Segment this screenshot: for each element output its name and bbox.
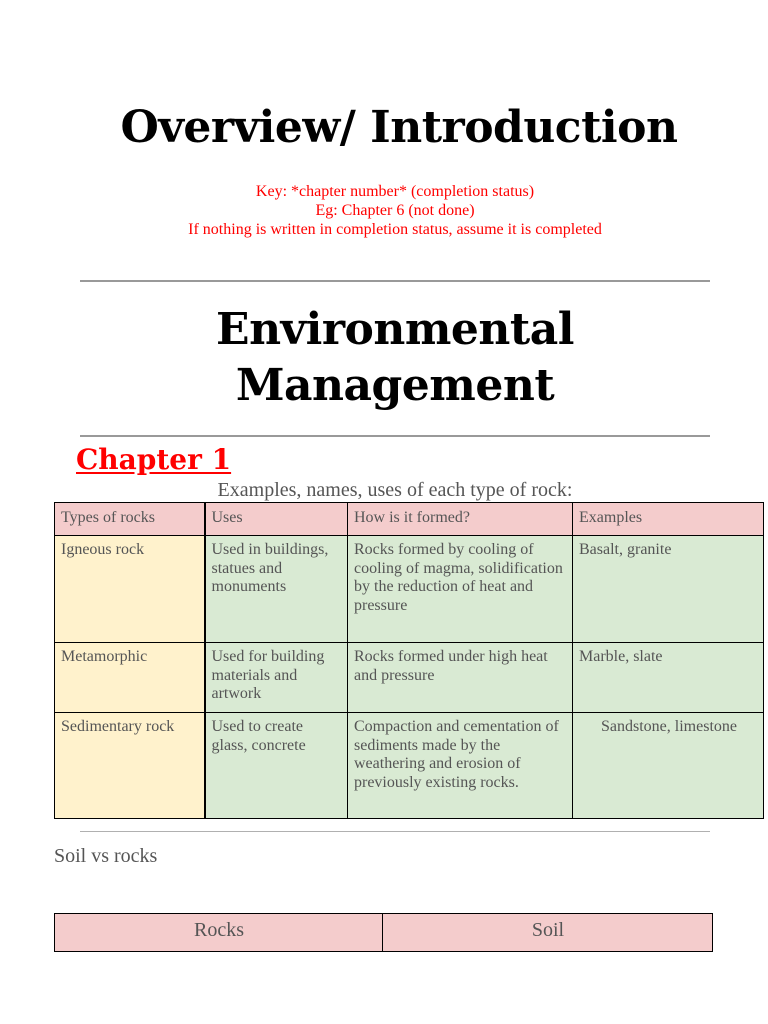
table-row xyxy=(55,536,764,643)
soil-vs-rocks-table xyxy=(54,913,713,952)
rock-type-cell: Sedimentary rock xyxy=(55,713,205,819)
rock-formation-cell: Rocks formed under high heat and pressure xyxy=(348,643,573,713)
rock-uses-cell: Used in buildings, statues and monuments xyxy=(205,536,348,643)
divider xyxy=(80,280,710,282)
rock-uses-cell: Used to create glass, concrete xyxy=(205,713,348,819)
chapter-heading: Chapter 1 xyxy=(76,443,232,476)
section-title xyxy=(0,302,768,414)
rock-type-cell: Igneous rock xyxy=(55,536,205,643)
page-title: Overview/ Introduction xyxy=(120,102,678,153)
header-cell-soil: Soil xyxy=(383,914,713,952)
key-legend xyxy=(0,182,768,239)
rock-type-cell: Metamorphic xyxy=(55,643,205,713)
rock-types-table xyxy=(54,502,764,819)
table-row xyxy=(55,643,764,713)
rock-examples-cell: Marble, slate xyxy=(573,643,764,713)
header-cell-uses: Uses xyxy=(205,503,348,536)
rock-formation-cell: Compaction and cementation of sediments made by the weathering and erosion of previously existing rocks. xyxy=(348,713,573,819)
key-line-3: If nothing is written in completion status, assume it is completed xyxy=(188,221,602,238)
header-cell-rocks: Rocks xyxy=(55,914,383,952)
table-caption: Examples, names, uses of each type of rock: xyxy=(217,479,573,501)
key-line-2: Eg: Chapter 6 (not done) xyxy=(315,202,475,219)
section-title-line-2: Management xyxy=(235,360,555,411)
header-cell-types: Types of rocks xyxy=(55,503,205,536)
key-line-1: Key: *chapter number* (completion status) xyxy=(255,183,535,200)
section-title-line-1: Environmental xyxy=(216,304,574,355)
divider xyxy=(80,831,710,832)
divider xyxy=(80,435,710,437)
table-header-row xyxy=(55,503,764,536)
rock-uses-cell: Used for building materials and artwork xyxy=(205,643,348,713)
rock-formation-cell: Rocks formed by cooling of cooling of magma, solidification by the reduction of heat and pressure xyxy=(348,536,573,643)
table-header-row xyxy=(55,914,713,952)
rock-examples-cell: Basalt, granite xyxy=(573,536,764,643)
header-cell-examples: Examples xyxy=(573,503,764,536)
rock-examples-cell: Sandstone, limestone xyxy=(573,713,764,819)
soil-vs-rocks-label: Soil vs rocks xyxy=(54,845,158,867)
header-cell-formation: How is it formed? xyxy=(348,503,573,536)
table-row xyxy=(55,713,764,819)
